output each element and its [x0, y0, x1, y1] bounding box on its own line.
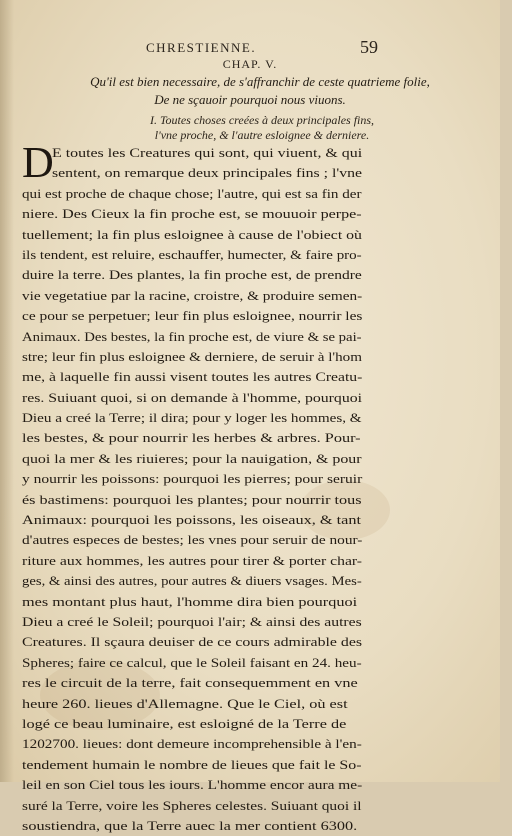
text-line: E toutes les Creatures qui sont, qui viuent, & qui — [52, 145, 363, 160]
text-line: res le circuit de la terre, fait consequemment en vne — [22, 675, 358, 691]
text-line: Animaux: pourquoi les poissons, les oiseaux, & tant — [22, 512, 361, 528]
text-line: riture aux hommes, les autres pour tirer & porter char- — [22, 552, 363, 568]
text-line: sentent, on remarque deux principales fins ; l'vne — [52, 165, 363, 181]
text-line: Dieu a creé le Soleil; pourquoi l'air; & ainsi des autres — [22, 613, 362, 629]
text-line: 1202700. lieues: dont demeure incomprehensible à l'en- — [22, 736, 362, 752]
text-line: niere. Des Cieux la fin proche est, se mouuoir perpe- — [22, 206, 362, 222]
text-line: soustiendra, que la Terre auec la mer contient 6300. — [22, 817, 358, 833]
chapter-label: CHAP. V. — [222, 57, 278, 71]
text-line: mes montant plus haut, l'homme dira bien pourquoi — [22, 593, 358, 609]
text-line: logé ce beau luminaire, est esloigné de la Terre de — [22, 715, 347, 731]
text-line: quoi la mer & les riuieres; pour la nauigation, & pour — [22, 450, 362, 466]
running-head — [0, 37, 500, 57]
text-line: me, à laquelle fin aussi visent toutes les autres Creatu- — [22, 369, 363, 385]
section-subheading-line-1: I. Toutes choses creées à deux principales fins, — [149, 113, 375, 127]
text-line: stre; leur fin plus esloignee & derniere, de seruir à l'hom — [22, 348, 362, 364]
text-line: és bastimens: pourquoi les plantes; pour nourrir tous — [22, 491, 362, 507]
text-line: les bestes, & pour nourrir les herbes & arbres. Pour- — [22, 430, 361, 446]
text-line: tuellement; la fin plus esloignee à cause de l'obiect où — [22, 226, 362, 242]
text-line: res. Suiuant quoi, si on demande à l'homme, pourquoi — [22, 389, 362, 405]
text-line: Animaux. Des bestes, la fin proche est, de viure & se pai- — [22, 328, 362, 344]
text-line: y nourrir les poissons: pourquoi les pierres; pour seruir — [22, 471, 363, 487]
text-line: duire la terre. Des plantes, la fin proche est, de prendre — [22, 267, 362, 283]
text-line: qui est proche de chaque chose; l'autre, qui est sa fin der — [22, 185, 362, 201]
text-line: tendement humain le nombre de lieues que fait le So- — [22, 756, 362, 772]
text-line: Creatures. Il sçaura deuiser de ce cours admirable des — [22, 634, 363, 650]
text-line: suré la Terre, voire les Spheres celestes. Suiuant quoi il — [22, 797, 362, 813]
text-line: ce pour se perpetuer; leur fin plus esloignee, nourrir les — [22, 308, 363, 324]
text-line: d'autres especes de bestes; les vnes pour seruir de nour- — [22, 532, 363, 548]
text-line: Dieu a creé la Terre; il dira; pour y loger les hommes, & — [22, 410, 362, 426]
text-line: ges, & ainsi des autres, pour autres & diuers vsages. Mes- — [22, 573, 362, 589]
running-head-title: CHRESTIENNE. — [146, 40, 257, 55]
chapter-heading-line-2: De ne sçauoir pourquoi nous viuons. — [154, 92, 346, 107]
text-line: ils tendent, est reluire, eschauffer, humecter, & faire pro- — [22, 246, 362, 262]
page-number: 59 — [360, 37, 378, 57]
section-subheading-line-2: l'vne proche, & l'autre esloignee & derniere. — [154, 128, 370, 142]
body-text — [22, 138, 363, 836]
text-line: heure 260. lieues d'Allemagne. Que le Ciel, où est — [22, 695, 348, 711]
drop-cap: D — [22, 138, 54, 187]
text-line: Spheres; faire ce calcul, que le Soleil faisant en 24. heu- — [22, 654, 362, 670]
text-line: leil en son Ciel tous les iours. L'homme encor aura me- — [22, 777, 363, 793]
text-line: vie vegetatiue par la racine, croistre, & produire semen- — [22, 287, 363, 303]
chapter-heading-line-1: Qu'il est bien necessaire, de s'affranchir de ceste quatrieme folie, — [90, 74, 430, 89]
